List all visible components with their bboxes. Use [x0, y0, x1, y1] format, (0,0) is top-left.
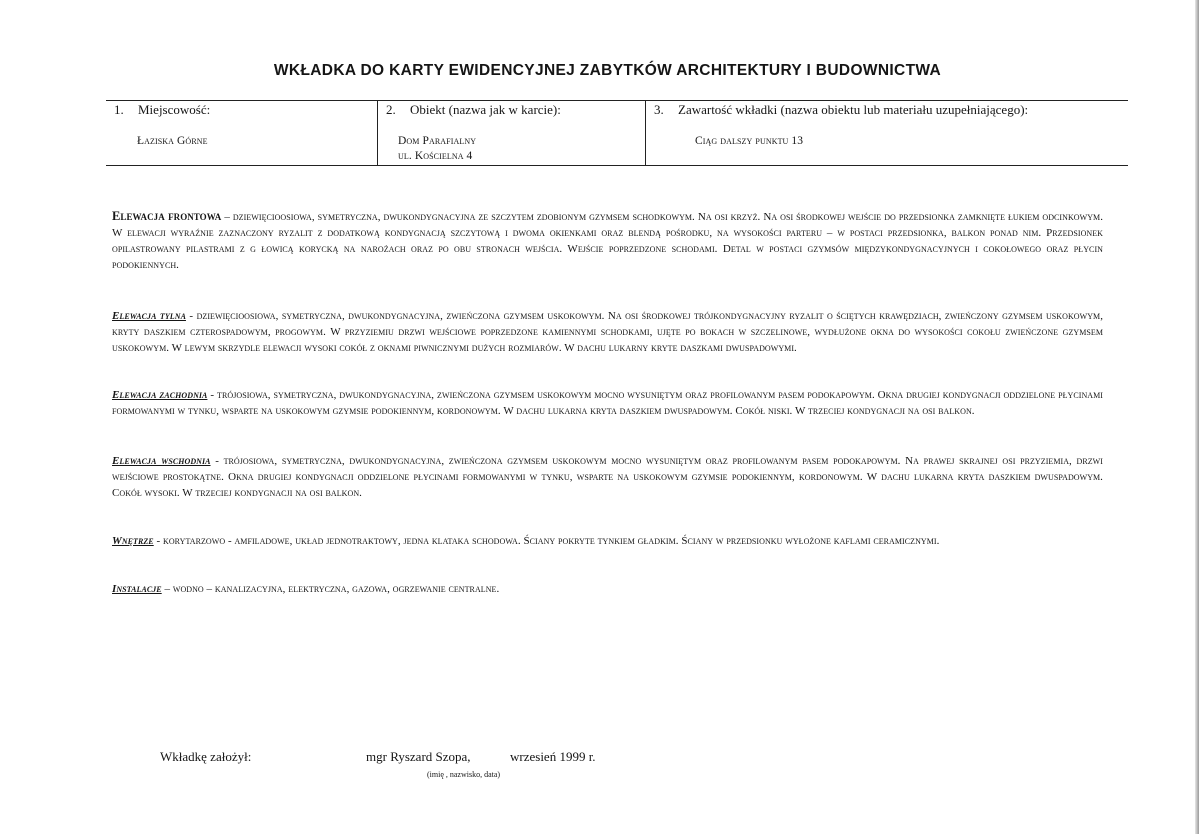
info-col-label: Miejscowość: [138, 102, 211, 117]
section-east-elevation [112, 453, 1103, 501]
section-west-elevation [112, 387, 1103, 419]
object-address: ul. Kościelna 4 [398, 150, 473, 162]
section-text: - korytarzowo - amfiladowe, układ jednotraktowy, jedna klataka schodowa. Ściany pokryte tynkiem gładkim. Ściany w przedsionku wyłożone kaflami ceramicznymi. [153, 535, 940, 547]
section-lead: Instalacje [112, 583, 162, 595]
section-front-elevation [112, 208, 1103, 273]
info-col-content [645, 101, 1128, 165]
scan-edge-shadow [1195, 0, 1199, 834]
footer-date: wrzesień 1999 r. [510, 749, 596, 764]
info-col-number: 3. [654, 102, 664, 117]
section-lead: Wnętrze [112, 535, 154, 547]
info-col-number: 2. [386, 102, 396, 117]
section-rear-elevation [112, 308, 1103, 356]
section-lead: Elewacja tylna [112, 310, 186, 322]
info-col-location-header [114, 102, 210, 118]
footer-caption: (imię , nazwisko, data) [427, 770, 501, 779]
section-lead: Elewacja frontowa [112, 209, 222, 223]
footer-author-name: mgr Ryszard Szopa, [366, 749, 471, 764]
footer-label: Wkładkę założył: [160, 749, 252, 764]
object-value [398, 134, 476, 164]
info-col-number: 1. [114, 102, 124, 117]
section-installations [112, 581, 1103, 597]
object-name: Dom Parafialny [398, 135, 477, 147]
document-title: WKŁADKA DO KARTY EWIDENCYJNEJ ZABYTKÓW ARCHITEKTURY I BUDOWNICTWA [273, 62, 942, 79]
section-text: - dziewięcioosiowa, symetryczna, dwukondygnacyjna, zwieńczona gzymsem uskokowym. Na osi środkowej trójkondygnacyjny ryzalit o ściętych krawędziach, zwieńczony gzymsem uskokowym, kryty daszkiem czterospadowym, progowym. W przyziemiu drzwi wejściowe poprzedzone kamiennymi schodkami, ujęte po bokach w szczelinowe, wydłużone okna do wysokości cokołu zwieńczone gzymsem uskokowym. W lewym skrzydle elewacji wysoki cokół z oknami piwnicznymi dużych rozmiarów. W dachu lukarny kryte daszkami dwuspadowymi. [112, 310, 1103, 354]
section-text: – wodno – kanalizacyjna, elektryczna, gazowa, ogrzewanie centralne. [161, 583, 500, 595]
section-interior [112, 533, 1103, 549]
section-text: - trójosiowa, symetryczna, dwukondygnacyjna, zwieńczona gzymsem uskokowym mocno wysuniętym oraz profilowanym pasem podokapowym. Okna drugiej kondygnacji oddzielone płycinami formowanymi w tynku, wsparte na uskokowym gzymsie podokiennym, kordonowym. W dachu lukarna kryta daszkiem dwuspadowym. Cokół niski. W trzeciej kondygnacji na osi balkon. [112, 389, 1103, 417]
info-col-object-header [386, 102, 561, 118]
info-col-label: Obiekt (nazwa jak w karcie): [410, 102, 561, 117]
content-value: Ciąg dalszy punktu 13 [695, 135, 804, 147]
info-col-label: Zawartość wkładki (nazwa obiektu lub materiału uzupełniającego): [678, 102, 1029, 117]
info-col-content-header [654, 102, 1028, 118]
section-lead: Elewacja zachodnia [112, 389, 208, 401]
info-col-location [106, 101, 377, 165]
info-col-object [377, 101, 645, 165]
section-lead: Elewacja wschodnia [112, 455, 211, 467]
info-table [106, 100, 1128, 166]
section-text: – dziewięcioosiowa, symetryczna, dwukondygnacyjna ze szczytem zdobionym gzymsem schodkowym. Na osi krzyż. Na osi środkowej wejście do przedsionka zamknięte łukiem odcinkowym. W elewacji wyraźnie zaznaczony ryzalit z dodatkową kondygnacją szczytową i dwoma okienkami oraz blendą pośrodku, na wysokości parteru – w postaci przedsionka, balkon ponad nim. Przedsionek opilastrowany pilastrami z g łowicą korycką na narożach oraz po obu stronach wejścia. Wejście poprzedzone schodami. Detal w postaci gzymsów międzykondygnacyjnych i cokołowego oraz płycin podokiennych. [112, 211, 1103, 271]
location-value: Łaziska Górne [137, 135, 208, 147]
section-text: - trójosiowa, symetryczna, dwukondygnacyjna, zwieńczona gzymsem uskokowym mocno wysuniętym oraz profilowanym pasem podokapowym. Na prawej skrajnej osi przyziemia, drzwi wejściowe prostokątne. Okna drugiej kondygnacji oddzielone płycinami formowanymi w tynku, wsparte na uskokowym gzymsie podokiennym, kordonowym. W dachu lukarna kryta daszkiem dwuspadowym. Cokół wysoki. W trzeciej kondygnacji na osi balkon. [112, 455, 1103, 499]
